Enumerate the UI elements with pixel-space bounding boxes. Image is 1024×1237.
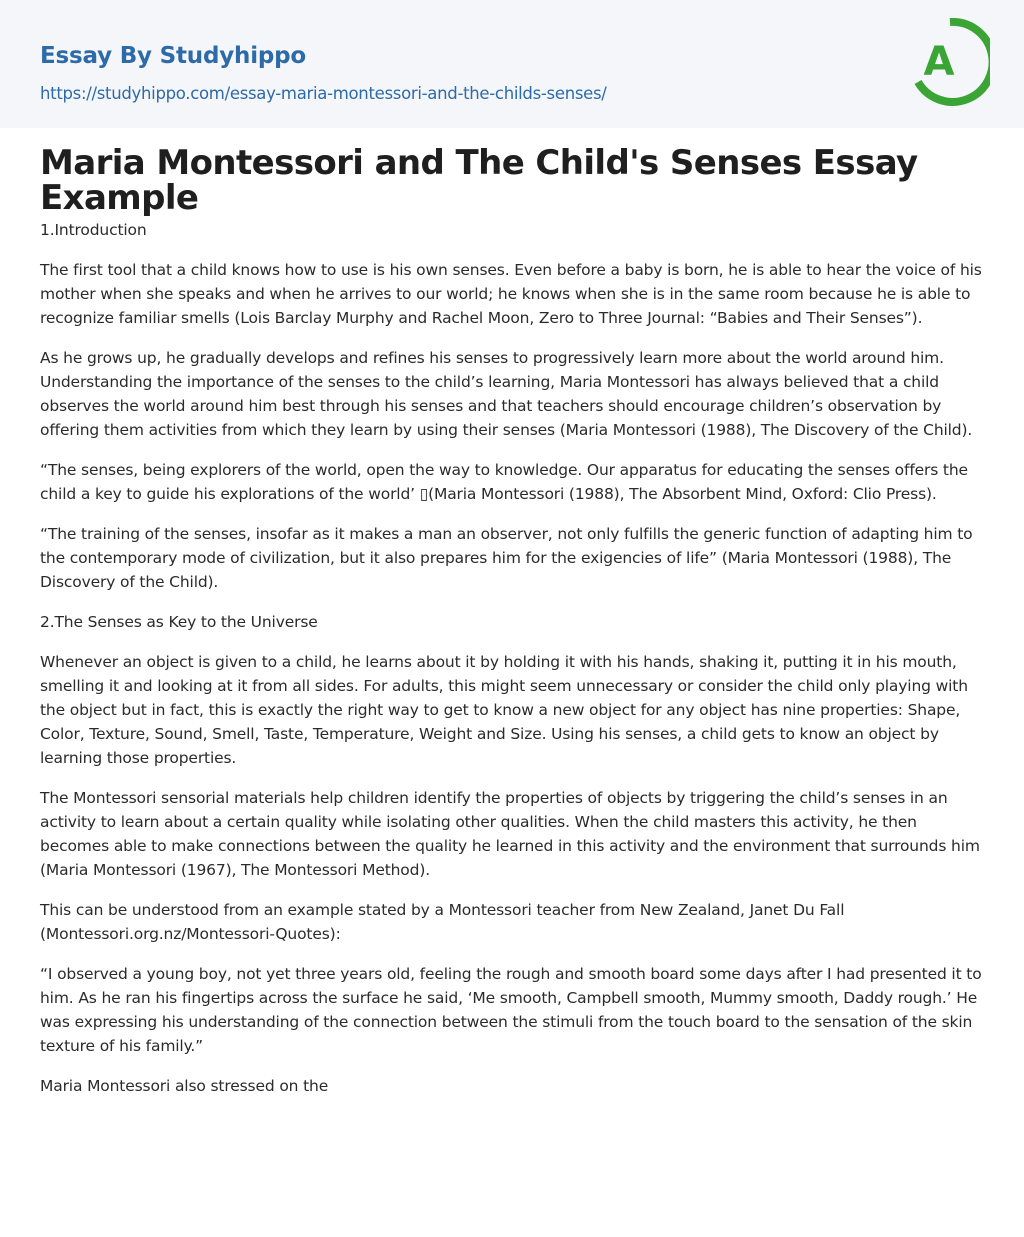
site-brand-link[interactable]: Essay By Studyhippo <box>40 43 307 69</box>
essay-quote: “The senses, being explorers of the world, open the way to knowledge. Our apparatus for educating the senses offers the child a key to guide his explorations of the world’ ▯(Maria Montessori (1988), The Absorbent Mind, Oxford: Clio Press). <box>40 461 968 503</box>
essay-paragraph: The Montessori sensorial materials help children identify the properties of objects by triggering the child’s senses in an activity to learn about a certain quality while isolating other qualities. When the child masters this activity, he then becomes able to make connections between the quality he learned in this activity and the environment that surrounds him (Maria Montessori (1967), The Montessori Method). <box>40 789 980 879</box>
essay-paragraph: The first tool that a child knows how to use is his own senses. Even before a baby is born, he is able to hear the voice of his mother when she speaks and when he arrives to our world; he knows when she is in the same room because he is able to recognize familiar smells (Lois Barclay Murphy and Rachel Moon, Zero to Three Journal: “Babies and Their Senses”). <box>40 261 982 327</box>
essay-body <box>40 218 988 1098</box>
essay-url-link[interactable]: https://studyhippo.com/essay-maria-montessori-and-the-childs-senses/ <box>40 84 607 103</box>
essay-paragraph: As he grows up, he gradually develops and refines his senses to progressively learn more about the world around him. Understanding the importance of the senses to the child’s learning, Maria Montessori has always believed that a child observes the world around him best through his senses and that teachers should encourage children’s observation by offering them activities from which they learn by using their senses (Maria Montessori (1988), The Discovery of the Child). <box>40 349 973 439</box>
studyhippo-logo-icon[interactable] <box>910 18 990 106</box>
essay-paragraph-truncated: Maria Montessori also stressed on the <box>40 1077 329 1095</box>
essay-paragraph: Whenever an object is given to a child, he learns about it by holding it with his hands, shaking it, putting it in his mouth, smelling it and looking at it from all sides. For adults, this might seem unnecessary or consider the child only playing with the object but in fact, this is exactly the right way to get to know a new object for any object has nine properties: Shape, Color, Texture, Sound, Smell, Taste, Temperature, Weight and Size. Using his senses, a child gets to know an object by learning those properties. <box>40 653 968 767</box>
essay-paragraph: This can be understood from an example stated by a Montessori teacher from New Zealand, Janet Du Fall (Montessori.org.nz/Montessori-Quotes): <box>40 901 845 943</box>
essay-quote: “I observed a young boy, not yet three years old, feeling the rough and smooth board some days after I had presented it to him. As he ran his fingertips across the surface he said, ‘Me smooth, Campbell smooth, Mummy smooth, Daddy rough.’ He was expressing his understanding of the connection between the stimuli from the touch board to the sensation of the skin texture of his family.” <box>40 965 982 1055</box>
page-title: Maria Montessori and The Child's Senses Essay Example <box>40 143 918 218</box>
essay-quote: “The training of the senses, insofar as it makes a man an observer, not only fulfills the generic function of adapting him to the contemporary mode of civilization, but it also prepares him for the exigencies of life” (Maria Montessori (1988), The Discovery of the Child). <box>40 525 973 591</box>
logo-letter: A <box>923 39 955 85</box>
section-heading-senses: 2.The Senses as Key to the Universe <box>40 613 318 631</box>
section-heading-introduction: 1.Introduction <box>40 221 147 239</box>
article <box>40 143 988 1114</box>
site-header <box>0 0 1024 128</box>
